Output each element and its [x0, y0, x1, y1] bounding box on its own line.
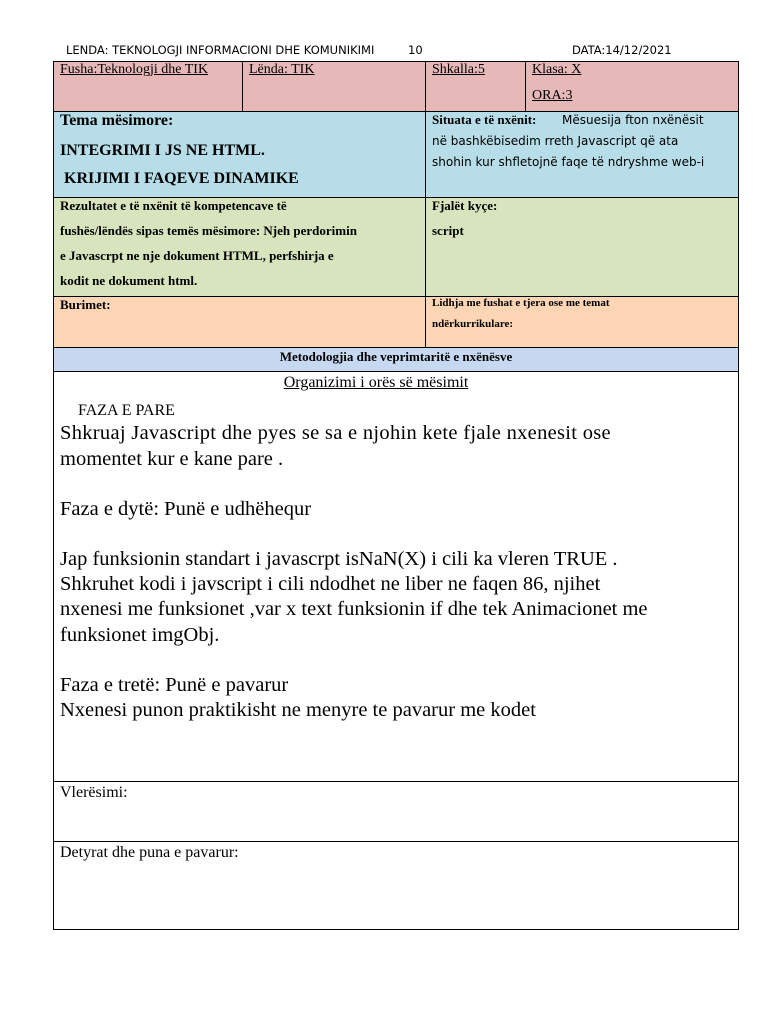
results-line3: e Javascrpt ne nje dokument HTML, perfshirja e	[60, 248, 334, 263]
header-number: 10	[408, 43, 423, 57]
topic-title-line2: KRIJIMI I FAQEVE DINAMIKE	[64, 170, 299, 187]
column-divider	[242, 61, 243, 111]
keywords-value: script	[432, 223, 464, 238]
links-line2: ndërkurrikulare:	[432, 318, 514, 330]
row-divider	[53, 296, 739, 297]
links-line1: Lidhja me fushat e tjera ose me temat	[432, 297, 610, 309]
homework-label: Detyrat dhe puna e pavarur:	[60, 844, 239, 861]
results-line2: fushës/lëndës sipas temës mësimore: Njeh perdorimin	[60, 223, 357, 238]
situation-text-line3: shohin kur shfletojnë faqe të ndryshme web-i	[432, 155, 705, 169]
topic-label: Tema mësimore:	[60, 112, 174, 129]
phase2-line3: nxenesi me funksionet ,var x text funksionin if dhe tek Animacionet me	[60, 598, 648, 620]
row-divider	[53, 781, 739, 782]
phase1-title: FAZA E PARE	[78, 402, 175, 419]
subject-label: Lënda: TIK	[249, 62, 315, 77]
phase1-line2: momentet kur e kane pare .	[60, 448, 284, 470]
situation-label: Situata e të nxënit:	[432, 112, 537, 127]
methodology-heading: Metodologjia dhe veprimtaritë e nxënësve	[279, 349, 513, 364]
results-line1: Rezultatet e të nxënit të kompetencave të	[60, 198, 287, 213]
phase2-title: Faza e dytë: Punë e udhëhequr	[60, 498, 312, 520]
table-border-left	[53, 61, 54, 930]
class-label: Klasa: X	[532, 62, 582, 77]
resources-label: Burimet:	[60, 297, 111, 312]
phase2-line4: funksionet imgObj.	[60, 624, 220, 646]
phase2-line1: Jap funksionin standart i javascrpt isNaN(X) i cili ka vleren TRUE .	[60, 548, 618, 570]
field-label: Fusha:Teknologji dhe TIK	[60, 62, 209, 77]
situation-text-line2: në bashkëbisedim rreth Javascript që ata	[432, 134, 679, 148]
phase2-line2: Shkruhet kodi i javscript i cili ndodhet ne liber ne faqen 86, njihet	[60, 573, 601, 595]
phase3-line1: Nxenesi punon praktikisht ne menyre te pavarur me kodet	[60, 699, 536, 721]
row-divider	[53, 347, 739, 348]
phase1-line1: Shkruaj Javascript dhe pyes se sa e njohin kete fjale nxenesit ose	[60, 422, 611, 444]
column-divider	[525, 61, 526, 111]
evaluation-label: Vlerësimi:	[60, 784, 128, 801]
table-border-bottom	[53, 929, 739, 930]
row4-background	[53, 296, 739, 347]
keywords-label: Fjalët kyçe:	[432, 198, 498, 213]
topic-title-line1: INTEGRIMI I JS NE HTML.	[60, 142, 265, 159]
row-divider	[53, 841, 739, 842]
results-line4: kodit ne dokument html.	[60, 273, 198, 288]
column-divider	[425, 61, 426, 347]
hour-label: ORA:3	[532, 88, 573, 103]
situation-text-line1: Mësuesija fton nxënësit	[562, 113, 704, 127]
header-date: DATA:14/12/2021	[572, 43, 672, 57]
header-subject: LENDA: TEKNOLOGJI INFORMACIONI DHE KOMUNIKIMI	[66, 43, 375, 57]
phase3-title: Faza e tretë: Punë e pavarur	[60, 674, 289, 696]
level-label: Shkalla:5	[432, 62, 485, 77]
table-border-right	[738, 61, 739, 930]
row-divider	[53, 371, 739, 372]
organization-title: Organizimi i orës së mësimit	[283, 374, 469, 391]
